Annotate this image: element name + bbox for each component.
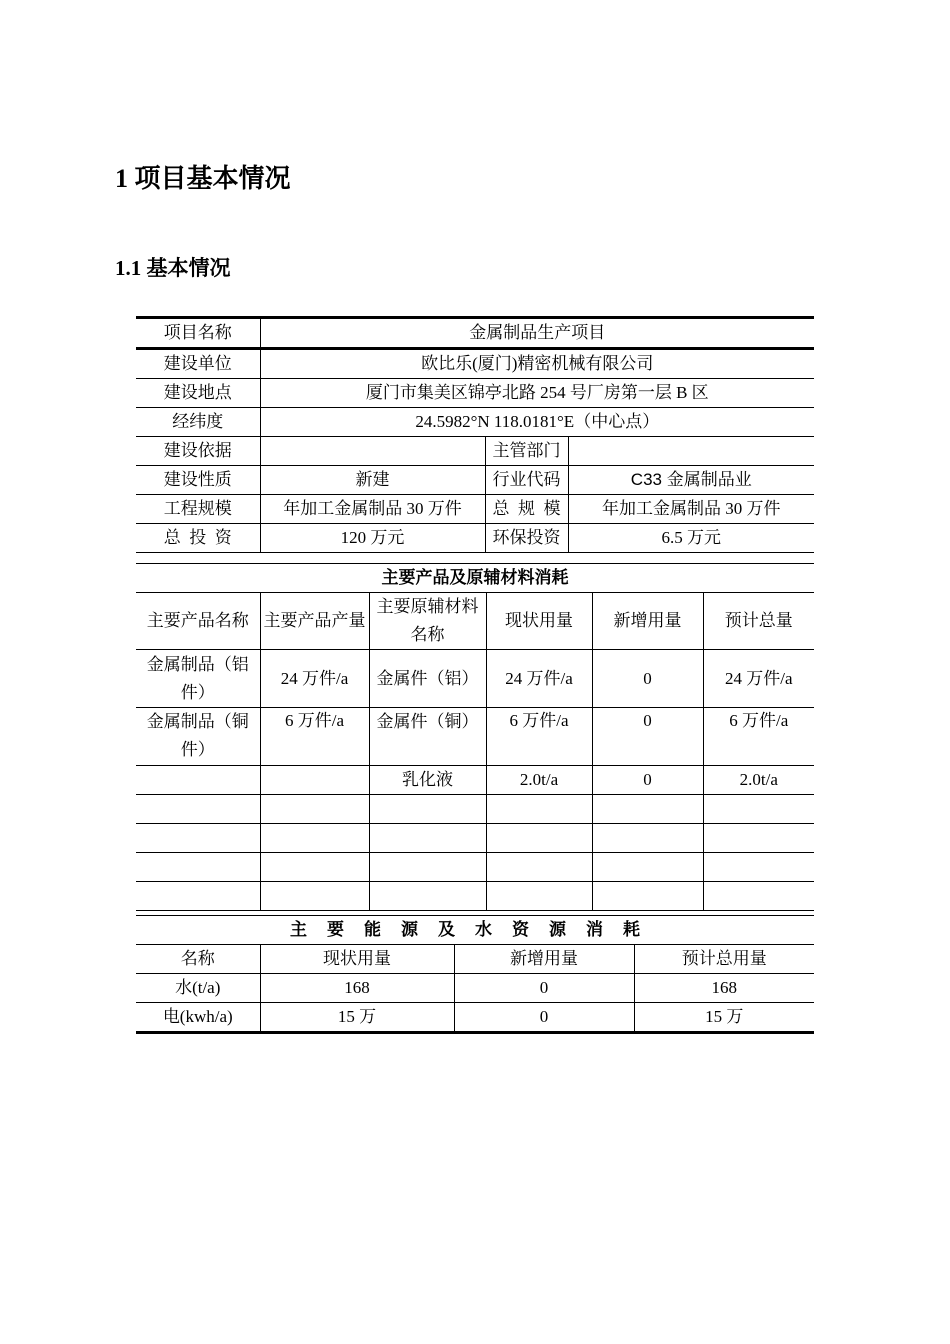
table-cell: 15 万	[260, 1003, 454, 1033]
table-cell: 24 万件/a	[260, 650, 369, 708]
empty-cell	[486, 824, 592, 853]
table-cell: 168	[260, 974, 454, 1003]
table-row	[136, 916, 814, 945]
empty-cell	[369, 795, 486, 824]
column-header: 主要原辅材料名称	[369, 593, 486, 650]
empty-row	[136, 882, 814, 911]
empty-cell	[369, 882, 486, 911]
empty-cell	[136, 853, 260, 882]
column-header: 预计总用量	[634, 945, 814, 974]
empty-row	[136, 824, 814, 853]
table-cell: 15 万	[634, 1003, 814, 1033]
empty-cell	[703, 853, 814, 882]
table-row	[136, 466, 814, 495]
label-cell: 总 投 资	[136, 524, 260, 553]
products-table	[136, 563, 814, 911]
table-cell: 金属件（铝）	[369, 650, 486, 708]
label-cell: 行业代码	[485, 466, 568, 495]
location-value: 厦门市集美区锦亭北路 254 号厂房第一层 B 区	[260, 379, 814, 408]
table-cell: 0	[592, 708, 703, 766]
table-row	[136, 524, 814, 553]
empty-cell	[136, 882, 260, 911]
empty-cell	[592, 824, 703, 853]
section-heading: 1.1 基本情况	[115, 256, 231, 280]
table-cell: 24 万件/a	[703, 650, 814, 708]
env-invest-value: 6.5 万元	[568, 524, 814, 553]
invest-value: 120 万元	[260, 524, 485, 553]
total-scale-value: 年加工金属制品 30 万件	[568, 495, 814, 524]
label-cell: 主管部门	[485, 437, 568, 466]
table-cell: 电(kwh/a)	[136, 1003, 260, 1033]
column-header: 主要产品名称	[136, 593, 260, 650]
scale-value: 年加工金属制品 30 万件	[260, 495, 485, 524]
table-row	[136, 437, 814, 466]
table-cell: 0	[592, 650, 703, 708]
table-row	[136, 564, 814, 593]
energy-section-title: 主要能源及水资源消耗	[136, 916, 814, 945]
table-cell: 乳化液	[369, 766, 486, 795]
table-row	[136, 379, 814, 408]
table-cell: 0	[454, 974, 634, 1003]
table-cell: 2.0t/a	[703, 766, 814, 795]
label-cell: 工程规模	[136, 495, 260, 524]
column-header: 现状用量	[486, 593, 592, 650]
unit-value: 欧比乐(厦门)精密机械有限公司	[260, 349, 814, 379]
table-row	[136, 974, 814, 1003]
table-header-row	[136, 945, 814, 974]
table-cell: 金属制品（铝件）	[136, 650, 260, 708]
coords-value: 24.5982°N 118.0181°E（中心点）	[260, 408, 814, 437]
nature-value: 新建	[260, 466, 485, 495]
column-header: 主要产品产量	[260, 593, 369, 650]
label-cell: 项目名称	[136, 318, 260, 349]
table-cell	[136, 766, 260, 795]
column-header: 新增用量	[454, 945, 634, 974]
table-cell: 6 万件/a	[703, 708, 814, 766]
table-row	[136, 766, 814, 795]
empty-row	[136, 853, 814, 882]
column-header: 新增用量	[592, 593, 703, 650]
table-row	[136, 408, 814, 437]
empty-cell	[136, 795, 260, 824]
empty-cell	[369, 853, 486, 882]
table-row	[136, 650, 814, 708]
table-cell: 2.0t/a	[486, 766, 592, 795]
table-cell: 水(t/a)	[136, 974, 260, 1003]
column-header: 预计总量	[703, 593, 814, 650]
table-row	[136, 1003, 814, 1033]
table-cell: 24 万件/a	[486, 650, 592, 708]
table-header-row	[136, 593, 814, 650]
empty-cell	[369, 824, 486, 853]
table-cell: 0	[454, 1003, 634, 1033]
dept-value	[568, 437, 814, 466]
table-cell: 6 万件/a	[486, 708, 592, 766]
column-header: 名称	[136, 945, 260, 974]
table-row	[136, 708, 814, 766]
table-cell: 0	[592, 766, 703, 795]
page-heading: 1 项目基本情况	[115, 164, 291, 193]
empty-cell	[703, 824, 814, 853]
table-row	[136, 318, 814, 349]
label-cell: 建设依据	[136, 437, 260, 466]
basis-value	[260, 437, 485, 466]
empty-cell	[260, 795, 369, 824]
label-cell: 建设单位	[136, 349, 260, 379]
label-cell: 经纬度	[136, 408, 260, 437]
empty-cell	[703, 795, 814, 824]
label-cell: 总 规 模	[485, 495, 568, 524]
project-name-value: 金属制品生产项目	[260, 318, 814, 349]
empty-cell	[486, 853, 592, 882]
label-cell: 环保投资	[485, 524, 568, 553]
empty-cell	[486, 795, 592, 824]
empty-cell	[260, 824, 369, 853]
empty-cell	[260, 882, 369, 911]
column-header: 现状用量	[260, 945, 454, 974]
industry-value: C33 金属制品业	[568, 466, 814, 495]
table-row	[136, 349, 814, 379]
table-cell: 6 万件/a	[260, 708, 369, 766]
basic-info-table	[136, 316, 814, 553]
table-cell: 168	[634, 974, 814, 1003]
label-cell: 建设性质	[136, 466, 260, 495]
table-cell: 金属制品（铜件）	[136, 708, 260, 766]
products-section-title: 主要产品及原辅材料消耗	[136, 564, 814, 593]
empty-cell	[592, 853, 703, 882]
empty-cell	[486, 882, 592, 911]
empty-cell	[592, 795, 703, 824]
empty-cell	[592, 882, 703, 911]
label-cell: 建设地点	[136, 379, 260, 408]
table-row	[136, 495, 814, 524]
table-cell	[260, 766, 369, 795]
table-cell: 金属件（铜）	[369, 708, 486, 766]
empty-row	[136, 795, 814, 824]
empty-cell	[260, 853, 369, 882]
empty-cell	[136, 824, 260, 853]
energy-table	[136, 915, 814, 1034]
empty-cell	[703, 882, 814, 911]
